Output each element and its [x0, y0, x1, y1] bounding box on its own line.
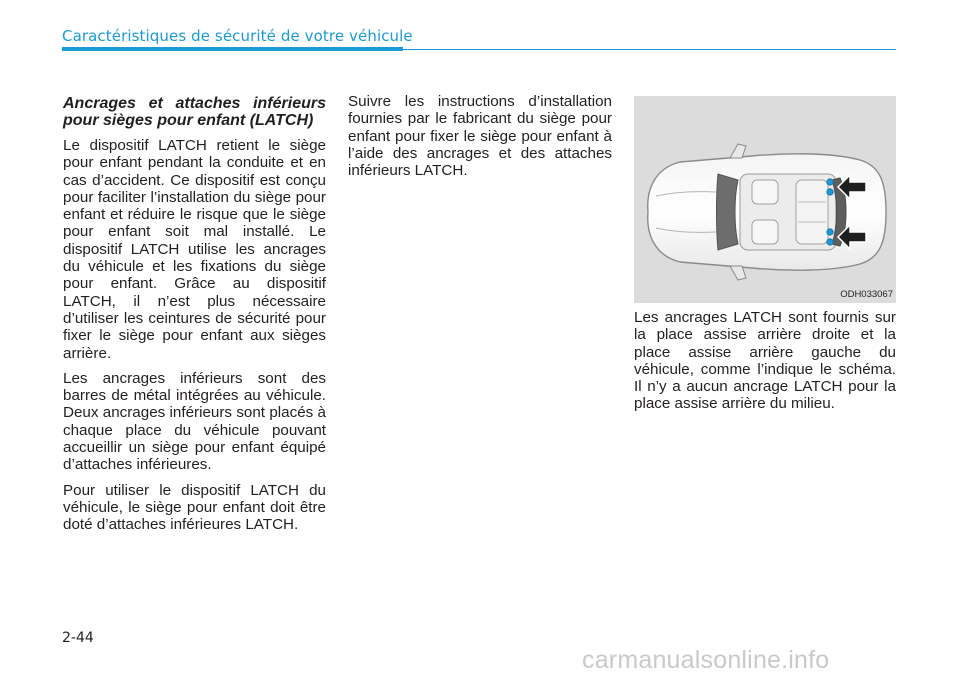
text-column-1	[63, 95, 326, 542]
section-heading: Ancrages et attaches inférieurs pour sièges pour enfant (LATCH)	[63, 95, 326, 129]
paragraph-lower-anchors: Les ancrages inférieurs sont des barres de métal intégrées au véhicule. Deux ancrages inférieurs sont placés à chaque place du véhicule pouvant accueillir un siège pour enfant équipé d’attaches inférieures.	[63, 369, 326, 474]
paragraph-anchor-locations: Les ancrages LATCH sont fournis sur la place assise arrière droite et la place assise arrière gauche du véhicule, comme l’indique le schéma. Il n’y a aucun ancrage LATCH pour la place assise arrière du milieu.	[634, 309, 896, 413]
text-column-3	[634, 309, 896, 421]
text-column-2	[348, 93, 612, 187]
car-top-view-icon	[634, 96, 896, 303]
paragraph-installation-instructions: Suivre les instructions d’installation fournies par le fabricant du siège pour enfant pour fixer le siège pour enfant à l’aide des ancrages et des attaches inférieurs LATCH.	[348, 93, 612, 180]
car-illustration-figure	[634, 96, 896, 303]
header-title: Caractéristiques de sécurité de votre véhicule	[62, 27, 413, 45]
watermark: carmanualsonline.info	[582, 646, 830, 674]
header-rule-thick	[62, 47, 403, 51]
figure-code: ODH033067	[840, 289, 893, 300]
header-rule-thin	[403, 49, 896, 50]
paragraph-latch-requirement: Pour utiliser le dispositif LATCH du véhicule, le siège pour enfant doit être doté d’attaches inférieures LATCH.	[63, 481, 326, 534]
page-number: 2-44	[62, 630, 94, 646]
paragraph-latch-intro: Le dispositif LATCH retient le siège pour enfant pendant la conduite et en cas d’accident. Ce dispositif est conçu pour faciliter l’installation du siège pour enfant et réduire le risque que le siège pour enfant soit mal installé. Le dispositif LATCH utilise les ancrages du véhicule et les fixations du siège pour enfant. Grâce au dispositif LATCH, il n’est plus nécessaire d’utiliser les ceintures de sécurité pour fixer le siège pour enfant aux sièges arrière.	[63, 137, 326, 362]
